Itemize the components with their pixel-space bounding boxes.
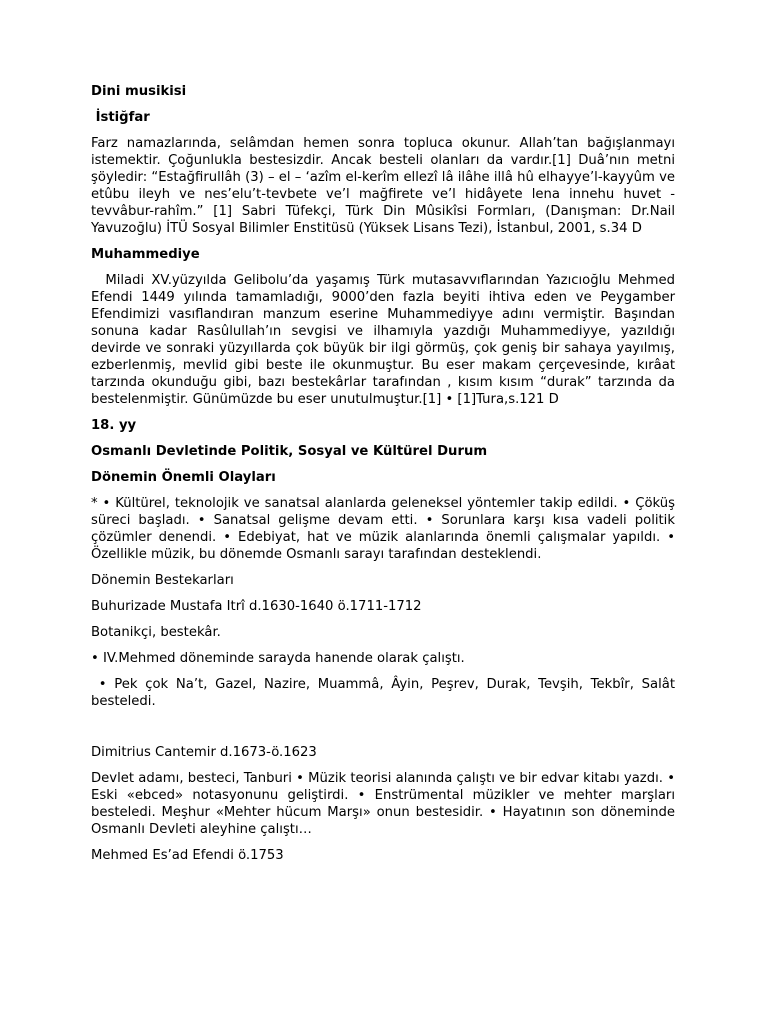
paragraph-istigfar: Farz namazlarında, selâmdan hemen sonra topluca okunur. Allah’tan bağışlanmayı istemektir. Çoğunlukla bestesizdir. Ancak besteli olanları da vardır.[1] Duâ’nın metni şöyledir: “Estağfirullâh (3) – el – ‘azîm el-kerîm ellezî lâ ilâhe illâ hû elhayye’l-kayyûm ve etûbu ileyh ve nes’elu’t-tevbete ve’l mağfirete ve’l hidâyete lena innehu huvet -tevvâbur-rahîm.” [1] Sabri Tüfekçi, Türk Din Mûsikîsi Formları, (Danışman: Dr.Nail Yavuzoğlu) İTÜ Sosyal Bilimler Enstitüsü (Yüksek Lisans Tezi), İstanbul, 2001, s.34 D xyxy=(91,136,675,236)
spacer xyxy=(91,719,675,744)
paragraph-cantemir: Dimitrius Cantemir d.1673-ö.1623 xyxy=(91,745,317,760)
paragraph-botanikci: Botanikçi, bestekâr. xyxy=(91,625,221,640)
paragraph-esad-efendi: Mehmed Es’ad Efendi ö.1753 xyxy=(91,848,284,863)
paragraph-iv-mehmed: • IV.Mehmed döneminde sarayda hanende olarak çalıştı. xyxy=(91,651,465,666)
paragraph-olaylar: * • Kültürel, teknolojik ve sanatsal alanlarda geleneksel yöntemler takip edildi. • Çöküş süreci başladı. • Sanatsal gelişme devam etti. • Sorunlara karşı kısa vadeli politik çözümler denendi. • Edebiyat, hat ve müzik alanlarında önemli çalışmalar yapıldı. • Özellikle müzik, bu dönemde Osmanlı sarayı tarafından desteklendi. xyxy=(91,496,675,562)
heading-istigfar: İstiğfar xyxy=(91,110,150,125)
heading-18-yy: 18. yy xyxy=(91,418,137,433)
heading-donem-olaylari: Dönemin Önemli Olayları xyxy=(91,470,276,485)
paragraph-pek-cok: • Pek çok Na’t, Gazel, Nazire, Muammâ, Âyin, Peşrev, Durak, Tevşih, Tekbîr, Salât besteledi. xyxy=(91,677,680,709)
paragraph-bestekarlar: Dönemin Bestekarları xyxy=(91,573,234,588)
paragraph-itri: Buhurizade Mustafa Itrî d.1630-1640 ö.1711-1712 xyxy=(91,599,422,614)
heading-osmanli-durum: Osmanlı Devletinde Politik, Sosyal ve Kültürel Durum xyxy=(91,444,488,459)
heading-muhammediye: Muhammediye xyxy=(91,247,200,262)
paragraph-muhammediye: Miladi XV.yüzyılda Gelibolu’da yaşamış Türk mutasavvıflarından Yazıcıoğlu Mehmed Efendi 1449 yılında tamamladığı, 9000’den fazla beyiti ihtiva eden ve Peygamber Efendimizi vasıflandıran manzum eserine Muhammediyye adını vermiştir. Başından sonuna kadar Rasûlullah’ın sevgisi ve ilhamıyla yazdığı Muhammediyye, yazıldığı devirde ve sonraki yüzyıllarda çok büyük bir ilgi görmüş, çok geniş bir sahaya yayılmış, ezberlenmiş, mevlid gibi beste ile okunmuştur. Bu eser makam çerçevesinde, kırâat tarzında okunduğu gibi, bazı bestekârlar tarafından , kısım kısım “durak” tarzında da bestelenmiştir. Günümüzde bu eser unutulmuştur.[1] • [1]Tura,s.121 D xyxy=(91,273,680,407)
document-page xyxy=(91,83,680,873)
paragraph-devlet-adami: Devlet adamı, besteci, Tanburi • Müzik teorisi alanında çalıştı ve bir edvar kitabı yazdı. • Eski «ebced» notasyonunu geliştirdi. • Enstrümental müzikler ve mehter marşları besteledi. Meşhur «Mehter hücum Marşı» onun bestesidir. • Hayatının son döneminde Osmanlı Devleti aleyhine çalıştı… xyxy=(91,771,675,837)
heading-dini-musikisi: Dini musikisi xyxy=(91,84,187,99)
